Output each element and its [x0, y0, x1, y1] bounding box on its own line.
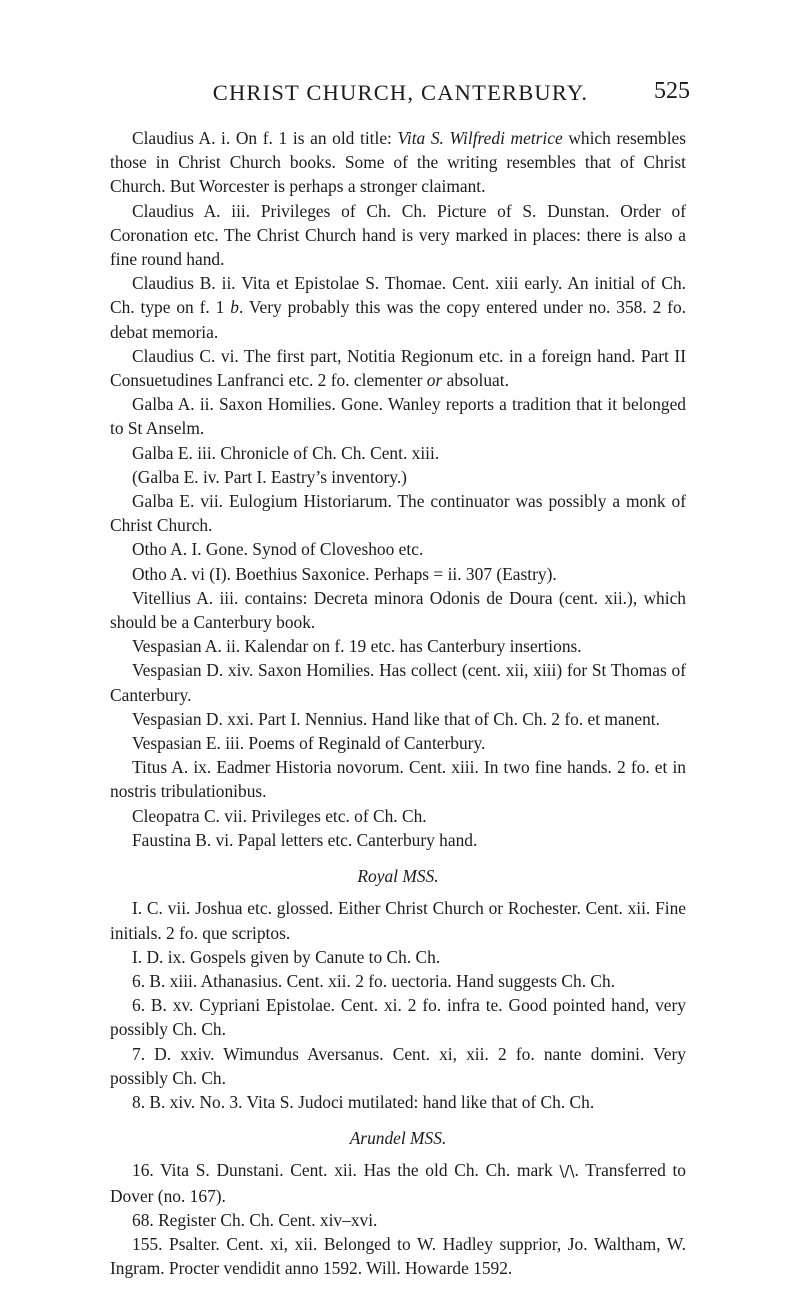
- entry-text: 6. B. xv. Cypriani Epistolae. Cent. xi.: [132, 995, 408, 1016]
- entry-galba-e-iv: [110, 465, 686, 489]
- folio-number: 2: [551, 708, 560, 729]
- entry-text: Otho A.: [132, 539, 192, 560]
- entry-vitellius-a-iii: Vitellius A. iii. contains: Decreta minora Odonis de Doura (cent. xii.), which should be a Canterbury book.: [110, 587, 686, 633]
- entry-claudius-a-iii: Claudius A. iii. Privileges of Ch. Ch. Picture of S. Dunstan. Order of Coronation etc. The Christ Church hand is very marked in places: there is also a fine round hand.: [110, 200, 686, 270]
- shelf-number: I: [215, 563, 221, 584]
- entry-text: 6. B. xiii. Athanasius. Cent. xii.: [132, 970, 356, 991]
- entry-vespasian-e-iii: Vespasian E. iii. Poems of Reginald of Canterbury.: [132, 733, 486, 754]
- entry-text: fo. clementer: [326, 370, 427, 391]
- entry-royal-8-b-xiv: 8. B. xiv. No. 3. Vita S. Judoci mutilated: hand like that of Ch. Ch.: [132, 1091, 595, 1112]
- entry-text: is an old title:: [287, 128, 398, 148]
- part-number: I: [290, 708, 297, 729]
- entry-otho-a-vi: [110, 562, 686, 586]
- entry-text: Claudius C. vi. The first part, Notitia Regionum etc. in a foreign hand. Part: [132, 345, 675, 366]
- folio-number: 1: [278, 128, 288, 148]
- entry-text: ). Boethius Saxonice. Perhaps = ii. 307 (Eastry).: [220, 563, 557, 584]
- part-number: I: [256, 466, 263, 487]
- entry-claudius-a-i: [110, 126, 686, 199]
- entry-text: Claudius A. i. On f.: [132, 128, 279, 148]
- entry-royal-7-d-xxiv: [110, 1042, 686, 1090]
- entry-text: fo. nante domini. Very possibly Ch. Ch.: [110, 1043, 686, 1088]
- folio-number: 2: [166, 922, 175, 943]
- running-title: CHRIST CHURCH, CANTERBURY.: [212, 80, 589, 105]
- entry-vespasian-a-ii: Vespasian A. ii. Kalendar on f. 19 etc. has Canterbury insertions.: [132, 636, 582, 657]
- entry-text: absoluat.: [442, 370, 509, 391]
- entry-text: (Galba E. iv. Part: [132, 466, 257, 487]
- entry-text: Vespasian D. xxi. Part: [132, 708, 291, 729]
- entry-vespasian-d-xiv: Vespasian D. xiv. Saxon Homilies. Has collect (cent. xii, xiii) for St Thomas of Canterbury.: [110, 660, 686, 705]
- entry-text: Otho A. vi (: [132, 563, 216, 584]
- folio-number: 2: [355, 970, 364, 991]
- entry-text: fo. uectoria. Hand suggests Ch. Ch.: [363, 970, 616, 991]
- italic-title: Vita S. Wilfredi metrice: [397, 128, 563, 148]
- entry-faustina-b-vi: Faustina B. vi. Papal letters etc. Canterbury hand.: [132, 829, 478, 850]
- entry-text: fo. debat memoria.: [110, 297, 687, 342]
- entry-text: fo. et manent.: [559, 708, 660, 729]
- entry-titus-a-ix: [110, 755, 686, 803]
- entry-text: fo. et in nostris tribulationibus.: [110, 757, 686, 802]
- entry-otho-a-i: [110, 537, 686, 561]
- folio-number: 1: [215, 297, 225, 318]
- italic-letter: b: [224, 297, 239, 318]
- entry-text: . C. vii. Joshua etc. glossed. Either Christ Church or Rochester. Cent. xii. Fine initials.: [110, 898, 686, 943]
- entry-arundel-16: [110, 1158, 686, 1207]
- folio-number: 2: [407, 995, 417, 1016]
- entry-galba-e-iii: Galba E. iii. Chronicle of Ch. Ch. Cent. xiii.: [132, 442, 440, 463]
- italic-word: or: [426, 370, 443, 391]
- entry-galba-e-vii: Galba E. vii. Eulogium Historiarum. The continuator was possibly a monk of Christ Church.: [110, 491, 686, 536]
- entry-vespasian-d-xxi: [110, 707, 686, 731]
- part-number: II: [674, 345, 686, 366]
- entry-text: . Transferred to Dover (no. 167).: [110, 1160, 686, 1206]
- entry-text: . Gone. Synod of Cloveshoo etc.: [197, 539, 424, 560]
- entry-text: Titus A. ix. Eadmer Historia novorum. Cent. xiii. In two fine hands.: [132, 757, 617, 778]
- entry-text: . Very probably this was the copy entered under no. 358.: [238, 297, 653, 318]
- entry-text: fo. infra te. Good pointed hand, very possibly Ch. Ch.: [110, 995, 686, 1040]
- entry-claudius-c-vi: [110, 344, 686, 392]
- entry-claudius-b-ii: [110, 271, 686, 344]
- section-heading-arundel: Arundel MSS.: [349, 1128, 447, 1149]
- entry-text: 16. Vita S. Dunstani. Cent. xii. Has the old Ch. Ch. mark: [132, 1160, 560, 1181]
- folio-number: 2: [498, 1043, 507, 1064]
- entry-text: 7. D. xxiv. Wimundus Aversanus. Cent. xi, xii.: [132, 1043, 498, 1064]
- entry-text: fo. que scriptos.: [174, 922, 291, 943]
- folio-number: 2: [617, 757, 626, 778]
- christ-church-mark: \/\: [559, 1162, 575, 1181]
- shelf-number: I: [132, 946, 138, 967]
- entry-royal-6-b-xiii: [110, 969, 686, 993]
- entry-text: . Nennius. Hand like that of Ch. Ch.: [296, 708, 552, 729]
- body-text: [110, 126, 686, 1280]
- folio-number: 2: [652, 297, 662, 318]
- entry-arundel-68: 68. Register Ch. Ch. Cent. xiv–xvi.: [132, 1209, 378, 1230]
- entry-cleopatra-c-vii: Cleopatra C. vii. Privileges etc. of Ch. Ch.: [132, 805, 427, 826]
- entry-text: . D. ix. Gospels given by Canute to Ch. Ch.: [137, 946, 441, 967]
- entry-royal-1-d-ix: [110, 945, 686, 969]
- entry-text: . Eastry’s inventory.): [262, 466, 407, 487]
- shelf-number: I: [191, 539, 198, 560]
- entry-text: which resembles those in Christ Church books. Some of the writing resembles that of Christ Church. But Worcester is perhaps a stronger claimant.: [110, 128, 687, 197]
- page-number: 525: [654, 78, 690, 104]
- entry-arundel-155: 155. Psalter. Cent. xi, xii. Belonged to W. Hadley supprior, Jo. Waltham, W. Ingram. Procter vendidit anno 1592. Will. Howarde 1592.: [110, 1233, 686, 1279]
- entry-royal-1-c-vii: [110, 896, 686, 944]
- entry-text: Claudius B. ii. Vita et Epistolae S. Thomae. Cent. xiii early. An initial of Ch. Ch. type on f.: [110, 273, 686, 318]
- section-heading-royal: Royal MSS.: [357, 866, 439, 887]
- entry-text: Consuetudines Lanfranci etc.: [110, 370, 318, 391]
- folio-number: 2: [317, 370, 327, 391]
- shelf-number: I: [132, 898, 138, 919]
- entry-royal-6-b-xv: [110, 993, 686, 1041]
- entry-galba-a-ii: Galba A. ii. Saxon Homilies. Gone. Wanley reports a tradition that it belonged to St Anselm.: [110, 394, 686, 439]
- running-head: [0, 76, 801, 108]
